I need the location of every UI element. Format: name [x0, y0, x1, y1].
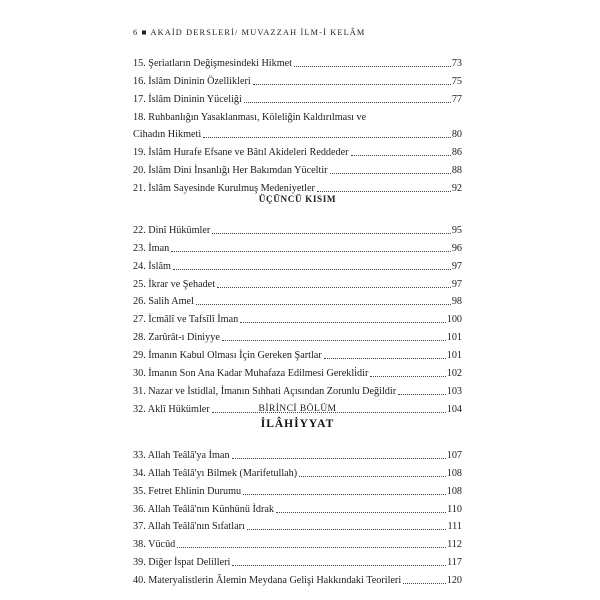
toc-entry: [133, 551, 462, 569]
toc-entry: [133, 326, 462, 344]
toc-entry-title: 16. İslâm Dininin Özellikleri: [133, 75, 251, 87]
dot-leader: [253, 84, 451, 85]
toc-entry: [133, 569, 462, 587]
toc-entry: [133, 255, 462, 273]
toc-entry: [133, 52, 462, 70]
dot-leader: [398, 394, 446, 395]
toc-entry-title: 34. Allah Teâlâ'yı Bilmek (Marifetullah): [133, 467, 298, 479]
dot-leader: [196, 304, 451, 305]
toc-entry: [133, 498, 462, 516]
toc-entry-title: 33. Allah Teâlâ'ya İman: [133, 449, 230, 461]
toc-entry-page: 101: [446, 332, 462, 344]
dot-leader: [240, 322, 446, 323]
dot-leader: [173, 269, 451, 270]
toc-entry-title: 35. Fetret Ehlinin Durumu: [133, 485, 242, 497]
toc-entry: [133, 273, 462, 291]
dot-leader: [403, 583, 446, 584]
toc-entry-title: 26. Salih Amel: [133, 296, 194, 308]
toc-entry-page: 92: [451, 183, 462, 195]
toc-entry-title: Cihadın Hikmeti: [133, 129, 202, 141]
toc-entry-page: 97: [451, 260, 462, 272]
toc-entry-title: 25. İkrar ve Şehadet: [133, 278, 216, 290]
toc-entry: [133, 88, 462, 106]
toc-entry-title: 15. Şeriatların Değişmesindeki Hikmet: [133, 57, 293, 69]
toc-entry: [133, 237, 462, 255]
dot-leader: [317, 191, 451, 192]
toc-entry-title: 29. İmanın Kabul Olması İçin Gereken Şartlar: [133, 350, 322, 362]
toc-entry: [133, 159, 462, 177]
dot-leader: [324, 358, 446, 359]
section-heading: ÜÇÜNCÜ KISIM: [258, 194, 337, 204]
toc-entry-page: 117: [447, 557, 462, 569]
toc-entry: [133, 480, 462, 498]
toc-entry-title: 38. Vücûd: [133, 539, 176, 551]
dot-leader: [203, 137, 451, 138]
toc-entry: [133, 106, 462, 124]
toc-entry-page: 75: [451, 75, 462, 87]
toc-entry-page: 103: [446, 385, 462, 397]
toc-entry-title: 31. Nazar ve İstidlal, İmanın Sıhhati Açısından Zorunlu Değildir: [133, 385, 397, 397]
toc-entry-title: 24. İslâm: [133, 260, 171, 272]
toc-entry-title: 37. Allah Teâlâ'nın Sıfatları: [133, 521, 245, 533]
dot-leader: [222, 340, 446, 341]
toc-entry-page: 120: [446, 575, 462, 587]
dot-leader: [232, 565, 446, 566]
toc-entry: [133, 291, 462, 309]
dot-leader: [243, 494, 446, 495]
toc-entry: [133, 70, 462, 88]
dot-leader: [370, 376, 445, 377]
toc-entry-page: 108: [446, 467, 462, 479]
toc-entry-page: 104: [446, 403, 462, 415]
dot-leader: [244, 102, 451, 103]
toc-entry-page: 102: [446, 368, 462, 380]
dot-leader: [232, 458, 446, 459]
toc-entry: [133, 308, 462, 326]
toc-group-3: [133, 444, 462, 587]
toc-entry: [133, 344, 462, 362]
toc-entry: [133, 177, 462, 195]
toc-entry-title: 30. İmanın Son Ana Kadar Muhafaza Edilmesi Gerekli̇dir: [133, 368, 369, 380]
toc-entry-title: 17. İslâm Dininin Yüceliği: [133, 93, 242, 105]
toc-entry-page: 97: [451, 278, 462, 290]
dot-leader: [217, 287, 451, 288]
toc-entry-page: 80: [451, 129, 462, 141]
toc-entry-page: 111: [447, 521, 462, 533]
toc-entry-page: 77: [451, 93, 462, 105]
dot-leader: [212, 233, 451, 234]
toc-entry-title: 18. Ruhbanlığın Yasaklanması, Köleliğin Kaldırılması ve: [133, 111, 367, 123]
toc-group-2: [133, 219, 462, 416]
toc-entry-page: 73: [451, 57, 462, 69]
toc-entry-page: 100: [446, 314, 462, 326]
toc-entry-title: 36. Allah Teâlâ'nın Künhünü İdrak: [133, 503, 274, 515]
toc-entry-title: 23. İman: [133, 242, 170, 254]
toc-entry-page: 108: [446, 485, 462, 497]
part-title: İLÂHİYYAT: [260, 418, 335, 430]
toc-entry: [133, 380, 462, 398]
dot-leader: [294, 66, 451, 67]
toc-entry-page: 95: [451, 224, 462, 236]
toc-entry: [133, 533, 462, 551]
toc-entry-title: 20. İslâm Dini İnsanlığı Her Bakımdan Yüceltir: [133, 165, 328, 177]
dot-leader: [351, 155, 451, 156]
toc-entry: [133, 219, 462, 237]
dot-leader: [171, 251, 451, 252]
toc-entry: [133, 516, 462, 534]
toc-entry: [133, 444, 462, 462]
toc-entry-page: 110: [447, 503, 462, 515]
toc-entry: [133, 141, 462, 159]
toc-entry-title: 19. İslâm Hurafe Efsane ve Bâtıl Akideleri Reddeder: [133, 147, 349, 159]
toc-entry-title: 21. İslâm Sayesinde Kurulmuş Medeniyetler: [133, 183, 315, 195]
toc-entry-title: 28. Zarûrât-ı Diniyye: [133, 332, 220, 344]
toc-entry-page: 112: [447, 539, 462, 551]
part-label: BİRİNCİ BÖLÜM: [258, 403, 337, 414]
running-header: 6 ■ AKAİD DERSLERİ/ MUVAZZAH İLM-İ KELÂM: [133, 28, 366, 37]
toc-entry-title: 27. İcmâlî ve Tafsîlî İman: [133, 314, 239, 326]
dot-leader: [330, 173, 451, 174]
toc-entry-page: 101: [446, 350, 462, 362]
toc-entry-page: 86: [451, 147, 462, 159]
toc-entry-page: 88: [451, 165, 462, 177]
toc-entry-title: 40. Materyalistlerin Âlemin Meydana Gelişi Hakkındaki Teorileri: [133, 575, 402, 587]
dot-leader: [177, 547, 446, 548]
toc-entry-title: 32. Aklî Hükümler: [133, 403, 210, 415]
dot-leader: [247, 529, 447, 530]
toc-entry: [133, 462, 462, 480]
toc-entry-page: 98: [451, 296, 462, 308]
toc-entry-page: 107: [446, 449, 462, 461]
toc-entry: [133, 124, 462, 142]
toc-entry-title: 39. Diğer İspat Delilleri: [133, 557, 231, 569]
toc-group-1: [133, 52, 462, 195]
toc-entry-title: 22. Dinî Hükümler: [133, 224, 211, 236]
toc-entry: [133, 362, 462, 380]
dot-leader: [299, 476, 446, 477]
toc-entry-page: 96: [451, 242, 462, 254]
dot-leader: [276, 512, 446, 513]
